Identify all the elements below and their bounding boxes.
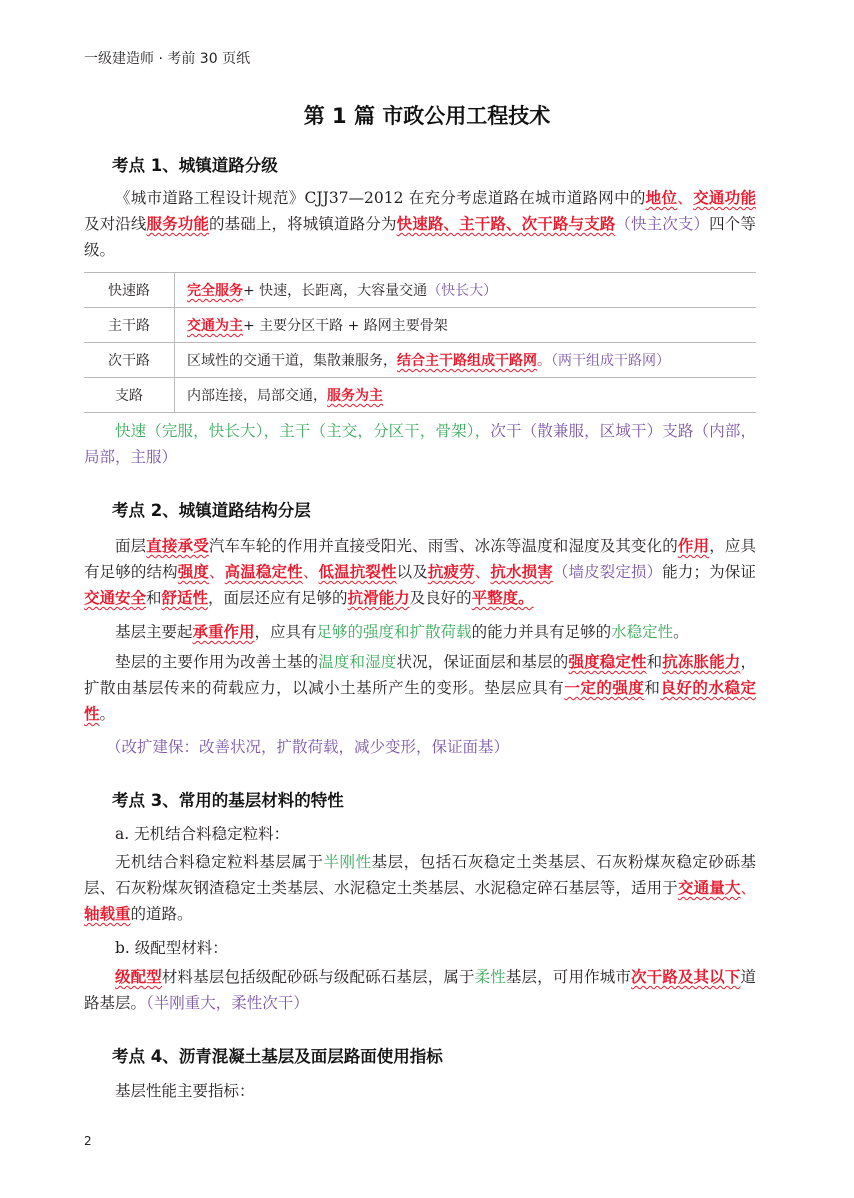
- table-cell-desc: 交通为主+ 主要分区干路 + 路网主要骨架: [175, 308, 757, 343]
- table-cell-desc: 区域性的交通干道，集散兼服务，结合主干路组成干路网。（两干组成干路网）: [175, 343, 757, 378]
- running-header: 一级建造师 · 考前 30 页纸: [84, 51, 251, 67]
- section-3-heading: 考点 3、常用的基层材料的特性: [112, 791, 344, 810]
- section-1-mnemonic: 快速（完服，快长大），主干（主交，分区干，骨架），次干（散兼服，区域干）支路（内部，局部，主服）: [84, 422, 756, 466]
- table-row: [84, 273, 756, 308]
- road-classification-table: [84, 272, 756, 413]
- section-2-mnemonic: （改扩建保：改善状况，扩散荷载，减少变形，保证面基）: [106, 738, 510, 756]
- table-row: [84, 343, 756, 378]
- graded-material-paragraph: 级配型材料基层包括级配砂砾与级配砾石基层，属于柔性基层，可用作城市次干路及其以下道路基层。（半刚重大，柔性次干）: [84, 967, 756, 1012]
- inorganic-binder-label: a. 无机结合料稳定粒料：: [115, 825, 290, 843]
- page-number: 2: [84, 1134, 92, 1148]
- table-row: [84, 378, 756, 413]
- section-4-heading: 考点 4、沥青混凝土基层及面层路面使用指标: [112, 1047, 443, 1066]
- table-cell-name: 快速路: [84, 273, 175, 308]
- inorganic-binder-paragraph: 无机结合料稳定粒料基层属于半刚性基层，包括石灰稳定土类基层、石灰粉煤灰稳定砂砾基层、石灰粉煤灰钢渣稳定土类基层、水泥稳定土类基层、水泥稳定碎石基层等，适用于交通量大、轴载重的道路。: [84, 853, 756, 923]
- table-row: [84, 308, 756, 343]
- table-cell-desc: 完全服务+ 快速，长距离，大容量交通（快长大）: [175, 273, 757, 308]
- table-cell-name: 主干路: [84, 308, 175, 343]
- section-2-heading: 考点 2、城镇道路结构分层: [112, 501, 311, 520]
- section-1-heading: 考点 1、城镇道路分级: [112, 156, 278, 175]
- section-4-paragraph: 基层性能主要指标：: [115, 1082, 255, 1100]
- cushion-layer-paragraph: 垫层的主要作用为改善土基的温度和湿度状况，保证面层和基层的强度稳定性和抗冻胀能力，扩散由基层传来的荷载应力，以减小土基所产生的变形。垫层应具有一定的强度和良好的水稳定性。: [84, 652, 756, 723]
- chapter-title: 第 1 篇 市政公用工程技术: [303, 104, 551, 128]
- table-cell-name: 次干路: [84, 343, 175, 378]
- graded-material-label: b. 级配型材料：: [115, 939, 228, 957]
- base-layer-paragraph: 基层主要起承重作用，应具有足够的强度和扩散荷载的能力并具有足够的水稳定性。: [115, 622, 689, 641]
- section-1-paragraph: 《城市道路工程设计规范》CJJ37—2012 在充分考虑道路在城市道路网中的地位、交通功能及对沿线服务功能的基础上，将城镇道路分为快速路、主干路、次干路与支路（快主次支）四个等级。: [84, 188, 756, 259]
- table-cell-name: 支路: [84, 378, 175, 413]
- table-cell-desc: 内部连接，局部交通，服务为主: [175, 378, 757, 413]
- surface-layer-paragraph: 面层直接承受汽车车轮的作用并直接受阳光、雨雪、冰冻等温度和湿度及其变化的作用，应具有足够的结构强度、高温稳定性、低温抗裂性以及抗疲劳、抗水损害（墙皮裂定损）能力；为保证交通安全和舒适性，面层还应有足够的抗滑能力及良好的平整度。: [84, 536, 756, 607]
